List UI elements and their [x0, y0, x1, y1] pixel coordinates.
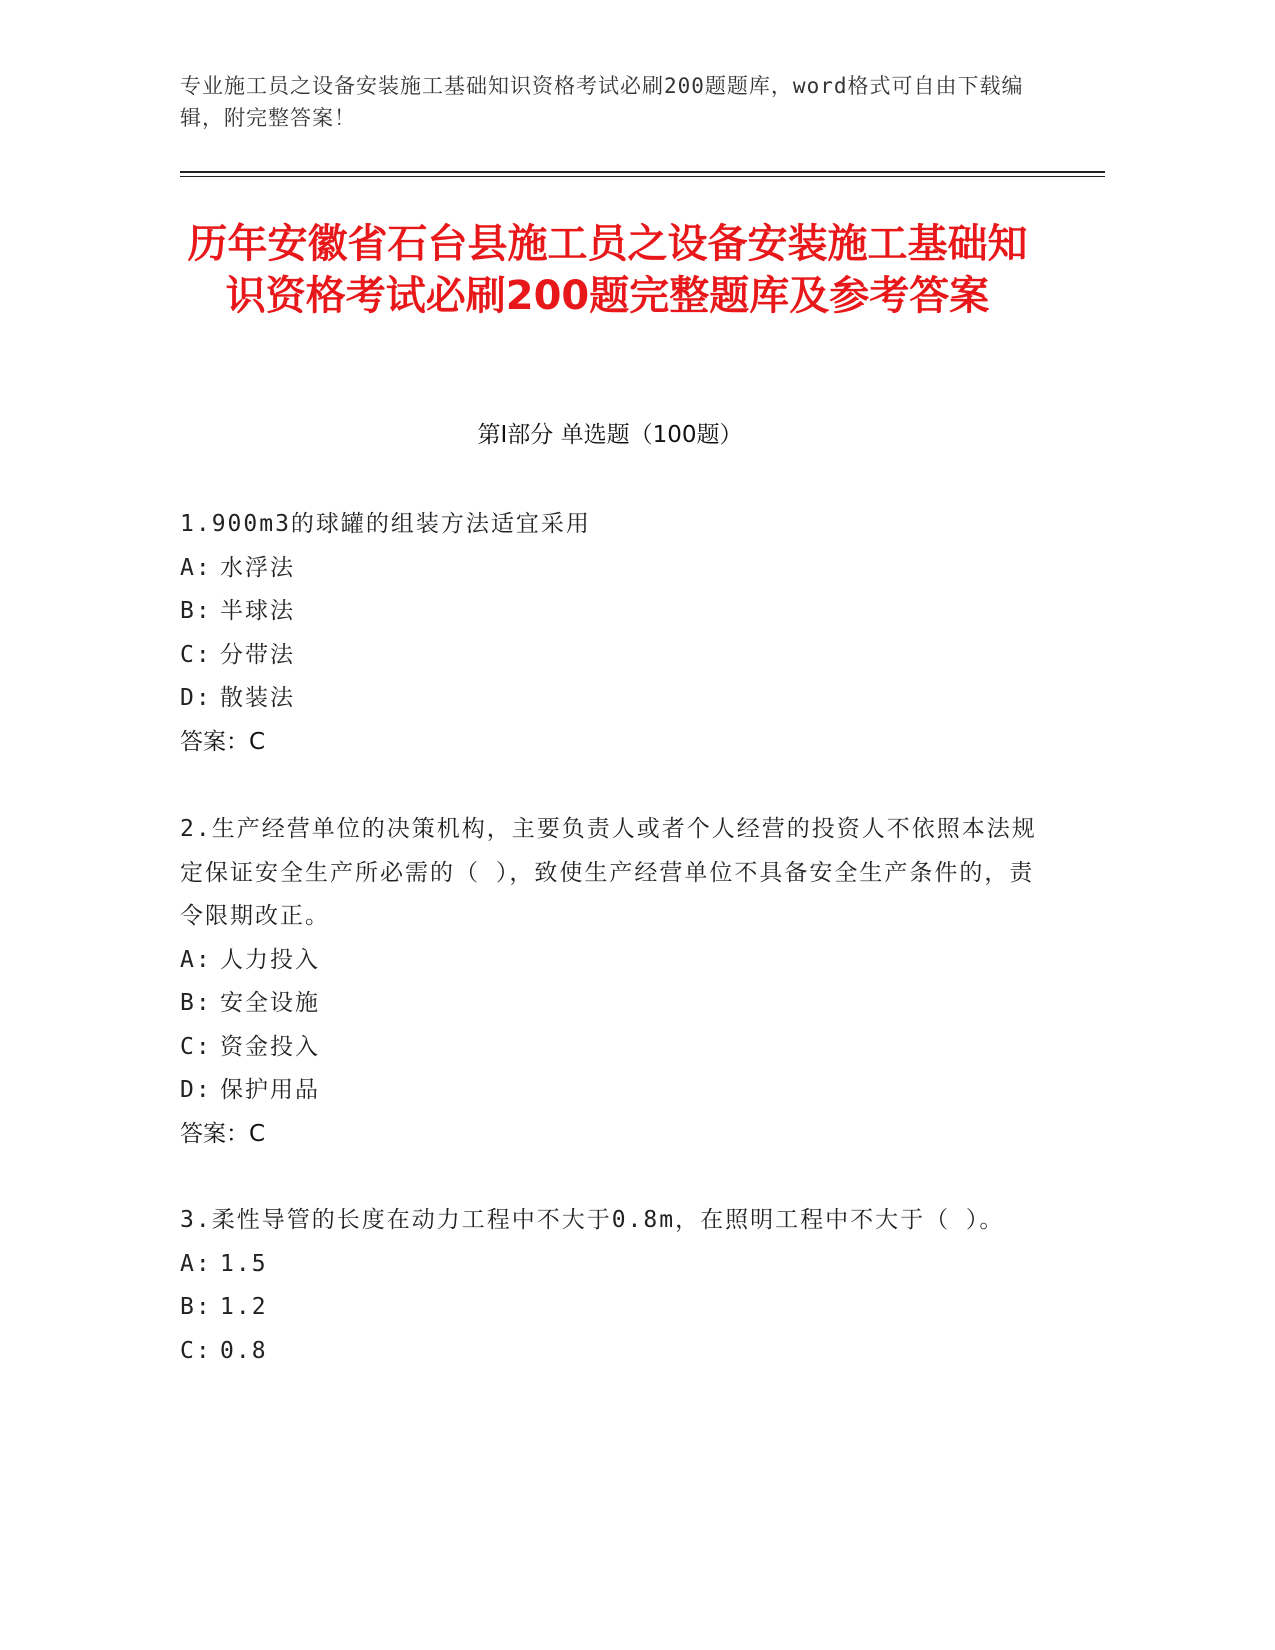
option-key: C:	[180, 641, 212, 668]
option-key: A:	[180, 946, 212, 973]
option-d	[180, 1069, 1040, 1113]
option-key: B:	[180, 990, 212, 1016]
option-a	[180, 939, 1040, 983]
option-text: 1.5	[220, 1250, 268, 1277]
option-text: 保护用品	[220, 1077, 320, 1103]
option-text: 资金投入	[220, 1033, 320, 1060]
option-text: 半球法	[220, 598, 295, 624]
answer-line	[180, 721, 1040, 765]
option-d	[180, 677, 1040, 721]
question-stem: 2.生产经营单位的决策机构，主要负责人或者个人经营的投资人不依照本法规定保证安全生产所必需的（ ），致使生产经营单位不具备安全生产条件的，责令限期改正。	[180, 816, 1037, 929]
option-key: A:	[180, 554, 212, 581]
option-c	[180, 1330, 1040, 1374]
option-c	[180, 1026, 1040, 1070]
option-text: 安全设施	[220, 990, 320, 1016]
option-b	[180, 1286, 1040, 1330]
question-1	[180, 503, 1040, 764]
answer-value: C	[249, 728, 266, 755]
option-a	[180, 547, 1040, 591]
option-b	[180, 590, 1040, 634]
option-text: 1.2	[220, 1294, 268, 1320]
option-text: 0.8	[220, 1337, 268, 1364]
option-key: A:	[180, 1250, 212, 1277]
option-text: 人力投入	[220, 946, 320, 973]
option-text: 水浮法	[220, 554, 295, 581]
option-key: C:	[180, 1033, 212, 1060]
answer-label: 答案：	[180, 1120, 249, 1147]
document-title: 历年安徽省石台县施工员之设备安装施工基础知识资格考试必刷200题完整题库及参考答案	[187, 221, 1028, 319]
section-title: 第I部分 单选题（100题）	[477, 422, 743, 448]
option-key: B:	[180, 598, 212, 624]
option-a	[180, 1243, 1040, 1287]
header-note: 专业施工员之设备安装施工基础知识资格考试必刷200题题库，word格式可自由下载编辑，附完整答案！	[180, 74, 1024, 130]
question-2	[180, 808, 1040, 1156]
header-divider-thin	[180, 176, 1105, 177]
question-3	[180, 1199, 1040, 1373]
option-c	[180, 634, 1040, 678]
option-text: 分带法	[220, 641, 295, 668]
option-key: D:	[180, 1077, 212, 1103]
question-stem: 3.柔性导管的长度在动力工程中不大于0.8m，在照明工程中不大于（ ）。	[180, 1207, 1005, 1233]
option-key: D:	[180, 685, 212, 711]
option-key: B:	[180, 1294, 212, 1320]
option-b	[180, 982, 1040, 1026]
answer-line	[180, 1113, 1040, 1157]
answer-value: C	[249, 1120, 266, 1147]
question-stem: 1.900m3的球罐的组装方法适宜采用	[180, 511, 591, 537]
option-key: C:	[180, 1337, 212, 1364]
option-text: 散装法	[220, 685, 295, 711]
answer-label: 答案：	[180, 728, 249, 755]
header-divider-thick	[180, 171, 1105, 173]
